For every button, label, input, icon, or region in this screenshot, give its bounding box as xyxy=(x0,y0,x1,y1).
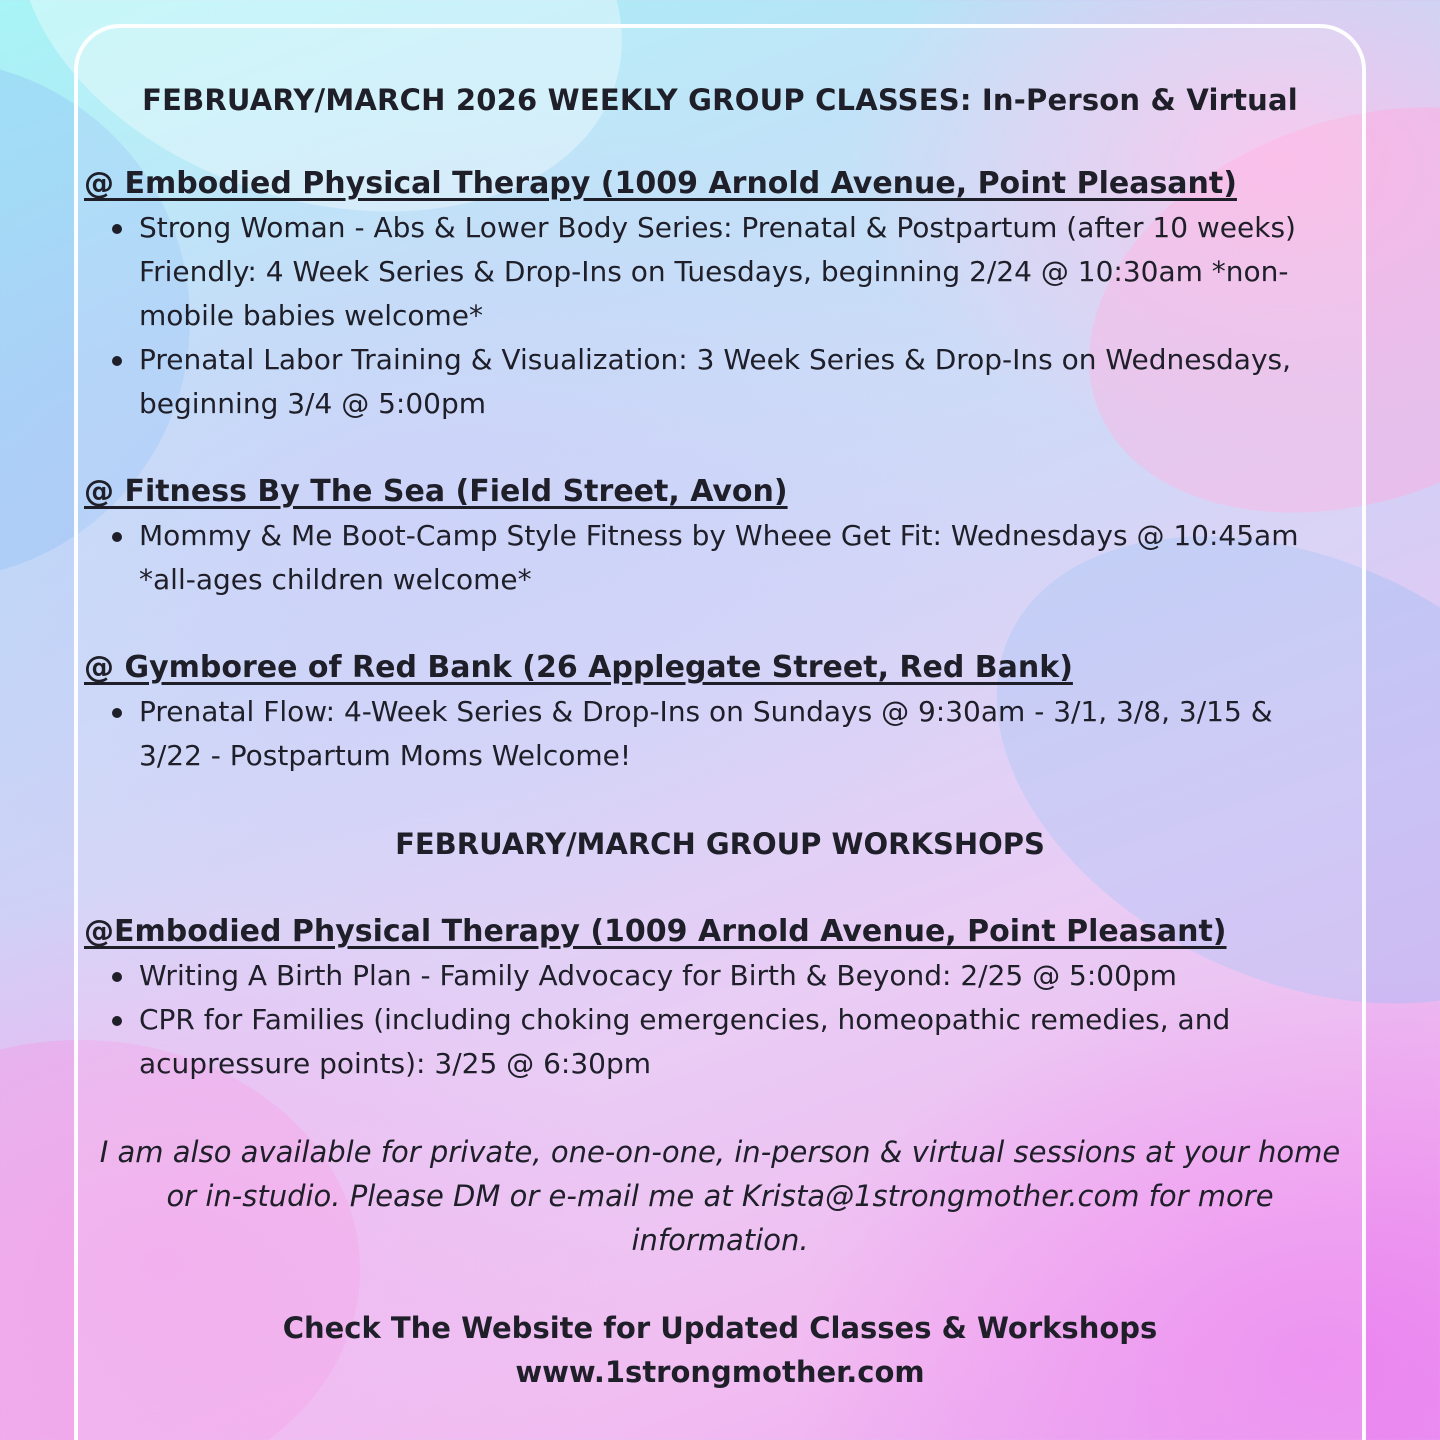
spacer xyxy=(84,1262,1356,1306)
workshop-item-text: CPR for Families (including choking emergencies, homeopathic remedies, and acupressure points): 3/25 @ 6:30pm xyxy=(139,1003,1231,1080)
venue-heading-embodied: @ Embodied Physical Therapy (1009 Arnold Avenue, Point Pleasant) xyxy=(84,166,1237,201)
workshops-title: FEBRUARY/MARCH GROUP WORKSHOPS xyxy=(395,827,1045,861)
list-item xyxy=(84,338,1356,426)
class-list-embodied xyxy=(84,206,1356,426)
spacer xyxy=(84,778,1356,822)
bullet-icon xyxy=(112,224,122,234)
workshop-item-text: Writing A Birth Plan - Family Advocacy for Birth & Beyond: 2/25 @ 5:00pm xyxy=(139,959,1177,992)
bullet-icon xyxy=(112,356,122,366)
list-item xyxy=(84,690,1356,778)
flyer-content xyxy=(84,74,1356,1394)
bullet-icon xyxy=(112,532,122,542)
website-link[interactable] xyxy=(84,1350,1356,1394)
bullet-icon xyxy=(112,972,122,982)
workshop-list xyxy=(84,954,1356,1086)
class-item-text: Strong Woman - Abs & Lower Body Series: Prenatal & Postpartum (after 10 weeks) Friendly: 4 Week Series & Drop-Ins on Tuesdays, beginning 2/24 @ 10:30am *non-mobile babies welcome* xyxy=(139,211,1296,332)
class-item-text: Prenatal Labor Training & Visualization: 3 Week Series & Drop-Ins on Wednesdays, beginning 3/4 @ 5:00pm xyxy=(139,343,1292,420)
bullet-icon xyxy=(112,708,122,718)
class-list-gymboree xyxy=(84,690,1356,778)
class-item-text: Mommy & Me Boot-Camp Style Fitness by Wheee Get Fit: Wednesdays @ 10:45am *all-ages children welcome* xyxy=(139,519,1299,596)
venue-heading-workshops: @Embodied Physical Therapy (1009 Arnold Avenue, Point Pleasant) xyxy=(84,914,1227,949)
spacer xyxy=(84,1086,1356,1130)
list-item xyxy=(84,514,1356,602)
spacer xyxy=(84,602,1356,646)
website-url[interactable]: www.1strongmother.com xyxy=(515,1355,925,1389)
class-item-text: Prenatal Flow: 4-Week Series & Drop-Ins on Sundays @ 9:30am - 3/1, 3/8, 3/15 & 3/22 - Postpartum Moms Welcome! xyxy=(139,695,1273,772)
venue-heading-fitness-by-the-sea: @ Fitness By The Sea (Field Street, Avon) xyxy=(84,474,788,509)
list-item xyxy=(84,954,1356,998)
class-list-fitness-by-the-sea xyxy=(84,514,1356,602)
spacer xyxy=(84,866,1356,910)
list-item xyxy=(84,998,1356,1086)
list-item xyxy=(84,206,1356,338)
venue-heading-gymboree: @ Gymboree of Red Bank (26 Applegate Street, Red Bank) xyxy=(84,650,1073,685)
website-callout: Check The Website for Updated Classes & Workshops xyxy=(282,1311,1158,1345)
bullet-icon xyxy=(112,1016,122,1026)
spacer xyxy=(84,426,1356,470)
private-sessions-note: I am also available for private, one-on-one, in-person & virtual sessions at your home or in-studio. Please DM or e-mail me at Krista@1strongmother.com for more information. xyxy=(99,1135,1341,1257)
page-title: FEBRUARY/MARCH 2026 WEEKLY GROUP CLASSES: In-Person & Virtual xyxy=(142,83,1298,117)
